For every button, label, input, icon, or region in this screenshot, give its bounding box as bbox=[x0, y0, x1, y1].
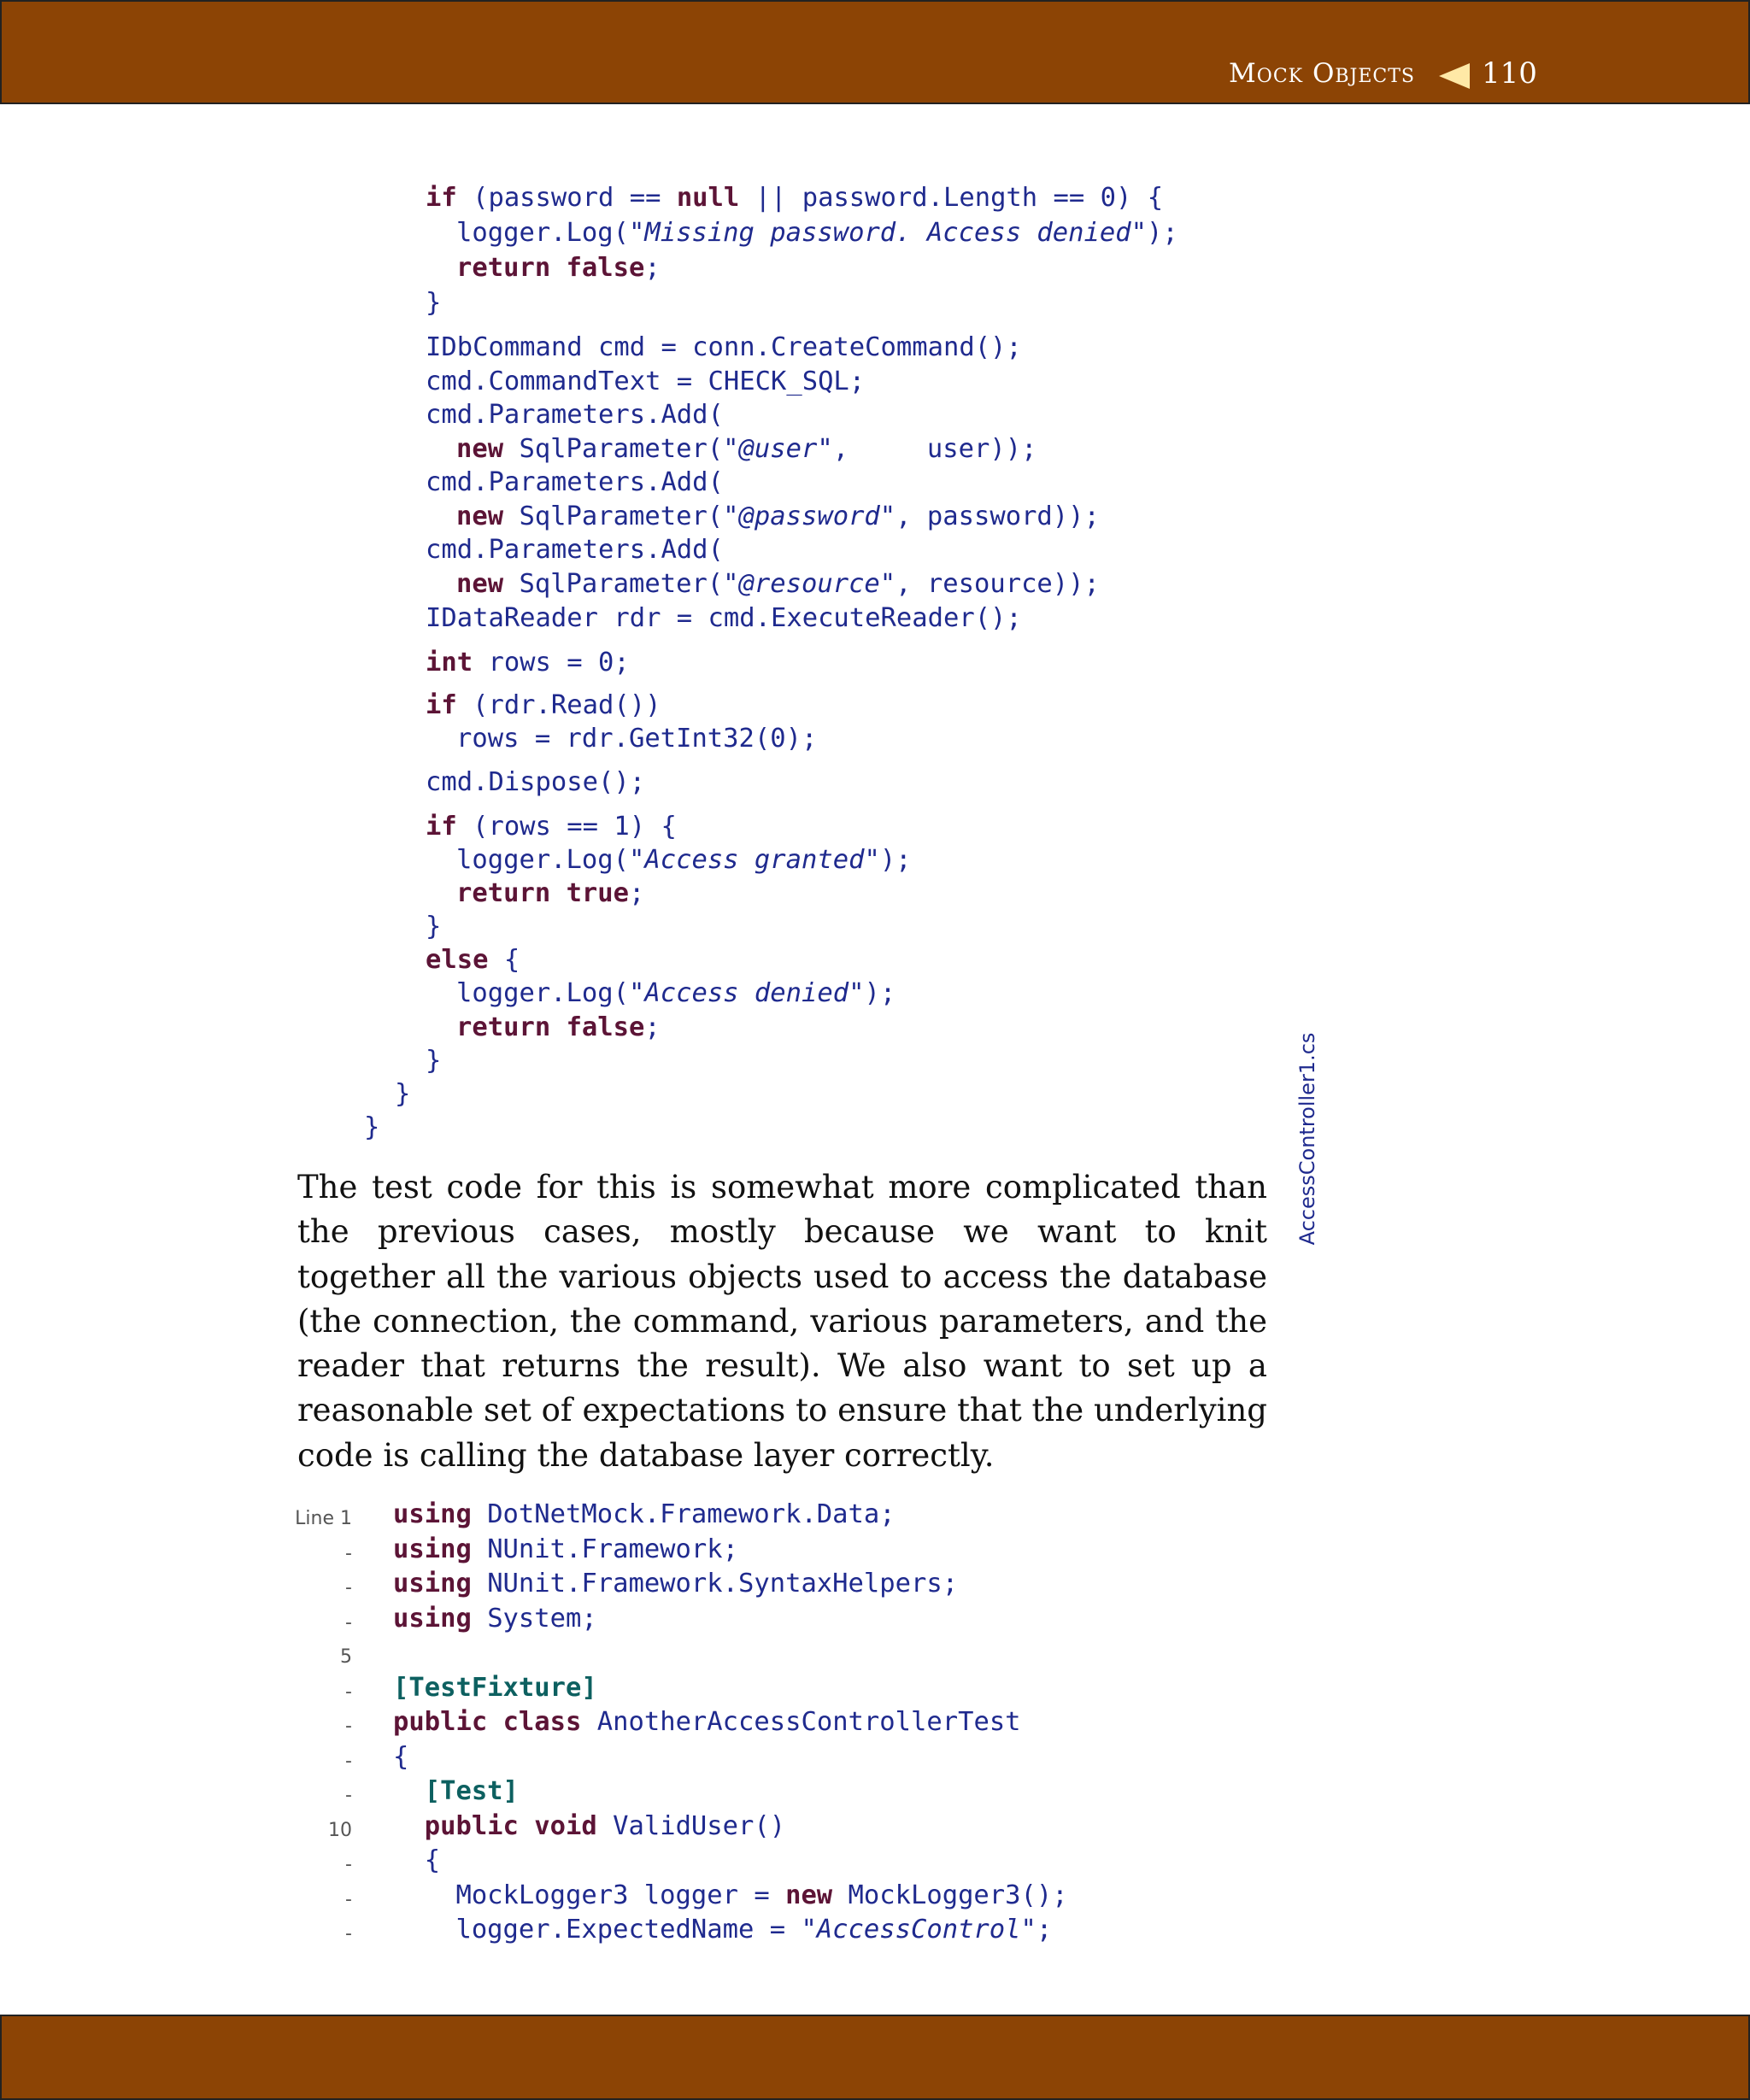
running-header-title: Mock Objects bbox=[1229, 58, 1415, 89]
code-line: public void ValidUser() bbox=[424, 1810, 786, 1841]
code-line: [TestFixture] bbox=[393, 1672, 597, 1703]
code-line: if (rows == 1) { bbox=[426, 812, 677, 842]
line-number: - bbox=[345, 1577, 352, 1598]
code-line: public class AnotherAccessControllerTest bbox=[393, 1707, 1021, 1737]
source-file-label: AccessController1.cs bbox=[1295, 1032, 1319, 1246]
line-number: - bbox=[345, 1542, 352, 1564]
line-number: - bbox=[345, 1750, 352, 1772]
code-line: logger.Log("Missing password. Access denied"); bbox=[456, 218, 1178, 248]
code-line: { bbox=[393, 1741, 409, 1772]
line-number: - bbox=[345, 1785, 352, 1806]
line-number-gutter bbox=[291, 1502, 352, 1952]
code-line: IDataReader rdr = cmd.ExecuteReader(); bbox=[426, 603, 1022, 633]
code-line: int rows = 0; bbox=[426, 648, 630, 678]
line-number: 10 bbox=[328, 1819, 352, 1841]
line-number: - bbox=[345, 1923, 352, 1945]
code-line: rows = rdr.GetInt32(0); bbox=[456, 724, 818, 754]
code-line: { bbox=[393, 1845, 441, 1875]
code-line: cmd.Parameters.Add( bbox=[426, 535, 724, 565]
code-line: if (password == null || password.Length == 0) { bbox=[426, 183, 1164, 213]
body-paragraph: The test code for this is somewhat more complicated than the previous cases, mostly because we want to knit together all the various objects used to access the database (the connection, the command, various parameters, and the reader that returns the result). We also want to set up a reasonable set of expectations to ensure that the underlying code is calling the database layer correctly. bbox=[297, 1169, 1267, 1474]
back-arrow-icon[interactable] bbox=[1439, 63, 1470, 89]
code-line: cmd.Parameters.Add( bbox=[426, 467, 724, 497]
code-line: logger.Log("Access denied"); bbox=[456, 978, 896, 1008]
code-line: MockLogger3 logger = new MockLogger3(); bbox=[393, 1880, 1068, 1910]
page-number: 110 bbox=[1482, 56, 1537, 91]
code-line: } bbox=[426, 288, 442, 318]
code-line: else { bbox=[426, 945, 520, 975]
code-line: return true; bbox=[456, 878, 645, 908]
code-line: } bbox=[364, 1112, 380, 1142]
code-line: using NUnit.Framework; bbox=[393, 1534, 738, 1564]
code-line bbox=[393, 1636, 1068, 1671]
code-line: logger.Log("Access granted"); bbox=[456, 845, 912, 875]
code-line: new SqlParameter("@resource", resource)); bbox=[456, 569, 1100, 599]
code-line: logger.ExpectedName = "AccessControl"; bbox=[393, 1915, 1053, 1945]
line-number: 5 bbox=[340, 1646, 352, 1668]
code-line: cmd.CommandText = CHECK_SQL; bbox=[426, 367, 866, 396]
code-listing-test bbox=[393, 1498, 1068, 1948]
code-line: IDbCommand cmd = conn.CreateCommand(); bbox=[426, 332, 1022, 362]
code-line: [Test] bbox=[424, 1776, 519, 1806]
line-number: - bbox=[345, 1716, 352, 1737]
code-line: return false; bbox=[456, 1012, 661, 1042]
code-line: using DotNetMock.Framework.Data; bbox=[393, 1499, 896, 1529]
code-line: } bbox=[426, 912, 442, 941]
code-line: new SqlParameter("@user", user)); bbox=[456, 434, 1037, 464]
line-number: - bbox=[345, 1681, 352, 1703]
code-line: } bbox=[426, 1046, 442, 1076]
line-number: - bbox=[345, 1854, 352, 1875]
code-line: using NUnit.Framework.SyntaxHelpers; bbox=[393, 1569, 959, 1598]
line-number: Line 1 bbox=[295, 1508, 352, 1529]
line-number: - bbox=[345, 1611, 352, 1634]
code-line: return false; bbox=[456, 253, 661, 283]
code-line: } bbox=[395, 1079, 411, 1109]
line-number: - bbox=[345, 1888, 352, 1910]
header-band bbox=[0, 0, 1750, 104]
code-line: if (rdr.Read()) bbox=[426, 690, 661, 720]
code-line: cmd.Parameters.Add( bbox=[426, 400, 724, 430]
code-line: new SqlParameter("@password", password)); bbox=[456, 502, 1100, 531]
footer-band bbox=[0, 2015, 1750, 2100]
code-line: using System; bbox=[393, 1603, 597, 1634]
code-line: cmd.Dispose(); bbox=[426, 767, 646, 797]
